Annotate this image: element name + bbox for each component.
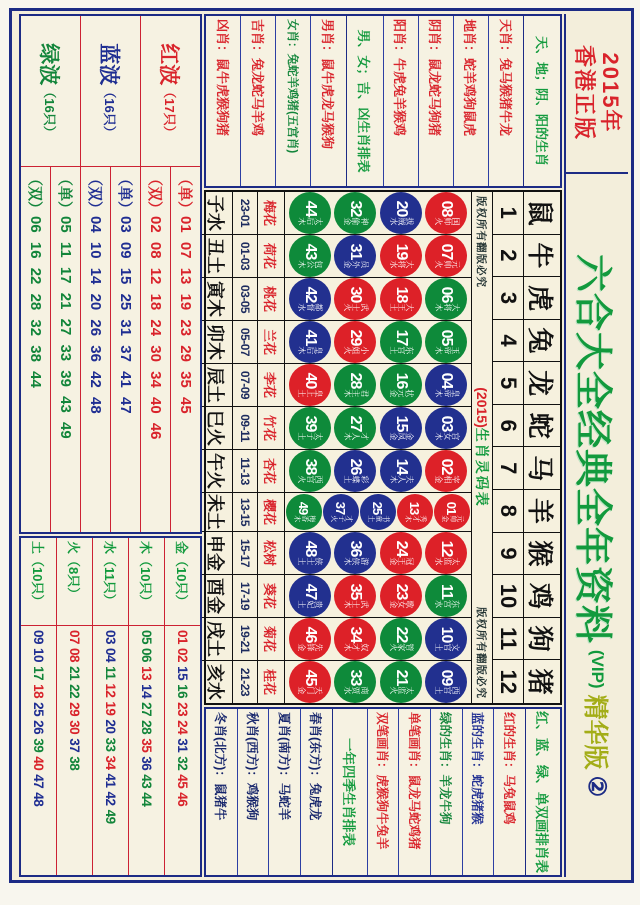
title-wrap [566,174,628,877]
element-row-water [92,538,128,875]
element-number: 09 [31,630,46,645]
hour-range-cell: 03-05 [233,278,258,320]
earthly-branch-cell: 戌土 [200,618,233,660]
attr-row-unlucky: 凶肖：鼠牛虎猴狗猪 [214,19,230,137]
number-ball: 35 武 士 木 [334,575,376,617]
element-label-earth: 土（10只） [21,538,56,626]
wave-red-even [141,167,170,532]
element-number: 25 [31,702,46,717]
zodiac-char: 蛇 [524,405,560,448]
zodiac-index-row [493,192,524,703]
element-number: 11 [103,666,118,680]
wave-blue-label [81,16,140,167]
zodiac-index: 6 [493,405,524,448]
flower-cell: 松树 [258,532,285,574]
ball-stack [285,661,471,703]
element-numbers-wood [139,626,154,875]
zodiac-column [200,661,471,703]
attr-header-sky-earth: 天、地；阴、阳的生肖 [523,16,560,186]
attr-row-female: 女肖：兔蛇羊鸡猪(五宫肖) [275,16,310,186]
five-elements-table [19,536,202,877]
attr-row-lucky: 吉肖：兔龙蛇马羊鸡 [240,16,275,186]
number-ball: 08 国 师 火 [425,192,467,234]
flower-cell: 荷花 [258,235,285,277]
element-number: 23 [175,702,190,717]
number-ball: 18 大 王 土 [380,278,422,320]
number-ball: 46 先 锋 金 [289,618,331,660]
copyright-left: 版权所有翻版必究 [475,196,488,288]
ball-stack [285,278,471,320]
element-numbers-water [103,626,118,875]
ball-stack [285,364,471,406]
hour-range-cell: 17-19 [233,575,258,617]
attr-row-male: 男肖：鼠牛虎龙马猴狗 [311,16,346,186]
number-ball: 13 秀 才 木 [397,494,433,530]
zodiac-index: 2 [493,235,524,278]
element-number: 24 [175,720,190,735]
side-row-green-zodiacs: 绿的生肖：羊龙牛狗 [430,709,462,875]
element-number: 14 [139,684,154,699]
element-number: 38 [67,756,82,771]
hour-range-cell: 15-17 [233,532,258,574]
zodiac-char: 狗 [524,618,560,661]
flower-cell: 樱花 [258,493,285,531]
number-ball: 16 状 元 金 [380,364,422,406]
wave-green-label [21,16,80,167]
upper-section [204,14,562,877]
zodiac-char: 兔 [524,320,560,363]
number-ball: 33 商 贾 水 [334,661,376,703]
zodiac-number-table [204,190,562,705]
ball-stack [285,532,471,574]
number-ball: 26 彩 蝶 土 [334,450,376,492]
element-number: 03 [103,630,118,645]
zodiac-char: 虎 [524,277,560,320]
number-ball: 09 西 宫 土 [425,661,467,703]
zodiac-index: 11 [493,618,524,661]
odd-numbers: 01 07 13 19 23 29 35 45 [177,216,194,414]
zodiac-column [200,235,471,278]
lottery-reference-card [9,8,634,883]
element-number: 43 [139,774,154,789]
zodiac-index: 12 [493,660,524,703]
number-ball: 31 员 外 金 [334,235,376,277]
number-ball: 30 武 士 火 [334,278,376,320]
odd-numbers: 03 09 15 25 31 37 41 47 [117,216,134,414]
zodiac-index: 10 [493,575,524,618]
element-number: 33 [103,737,118,752]
side-header-colors: 红、蓝、绿、单双画排肖表 [525,709,560,875]
title-badge-number: ② [583,775,611,798]
flower-cell: 杏花 [258,450,285,492]
hour-range-cell: 01-03 [233,235,258,277]
zodiac-column [200,407,471,450]
hour-range-cell: 05-07 [233,321,258,363]
number-ball: 20 拔 贼 水 [380,192,422,234]
hour-range-cell: 23-01 [233,192,258,234]
element-number: 41 [103,773,118,788]
zodiac-column [200,192,471,235]
element-label-metal: 金（10只） [165,538,200,626]
number-ball: 42 都 督 水 [289,278,331,320]
element-number: 36 [139,756,154,771]
page-title: 六合大全经典全年资料 [571,253,614,644]
element-number: 45 [175,774,190,789]
number-ball: 27 才 人 木 [334,407,376,449]
element-number: 01 [175,630,190,645]
table-title-year: (2015) [474,387,490,428]
wave-blue [80,16,140,532]
number-ball: 45 天 门 金 [289,661,331,703]
edition-badge [566,14,628,174]
even-label: （双） [26,171,43,217]
element-number: 19 [103,701,118,716]
flower-cell: 葵花 [258,575,285,617]
element-number: 07 [67,630,82,645]
element-number: 12 [103,683,118,698]
element-number: 21 [67,666,82,681]
number-ball: 07 元 帅 火 [425,235,467,277]
zodiac-char: 龙 [524,362,560,405]
flower-cell: 兰花 [258,321,285,363]
number-ball: 34 奴 才 木 [334,618,376,660]
zodiac-column [200,364,471,407]
number-ball: 24 冠 王 金 [380,532,422,574]
wave-blue-rows [81,167,140,532]
element-number: 30 [67,720,82,735]
even-label: （双） [86,171,103,217]
number-ball: 03 宫 女 木 [425,407,467,449]
element-number: 05 [139,630,154,645]
wave-red-count: （17只） [162,85,177,139]
element-number: 44 [139,792,154,807]
wave-table [19,14,202,534]
wave-red-name: 红波 [157,43,181,86]
hour-range-cell: 21-23 [233,661,258,703]
hour-range-cell: 19-21 [233,618,258,660]
wave-blue-count: （16只） [102,85,117,139]
element-number: 48 [31,792,46,807]
earthly-branch-cell: 寅木 [200,278,233,320]
ball-stack [285,192,471,234]
wave-green-name: 绿波 [37,43,61,86]
hour-range-cell: 11-13 [233,450,258,492]
zodiac-column [200,321,471,364]
even-label: （双） [146,171,163,217]
number-ball: 38 西 宫 火 [289,450,331,492]
flower-cell: 菊花 [258,618,285,660]
ball-stack [285,450,471,492]
number-ball: 11 东 宫 水 [425,575,467,617]
wave-green [21,16,80,532]
side-header-seasons: 一年四季生肖排表 [332,709,367,875]
wave-green-count: （16只） [42,85,57,139]
element-number: 27 [139,702,154,717]
side-row-summer: 夏肖(南方)：马蛇羊 [268,709,300,875]
zodiac-char: 猴 [524,533,560,576]
odd-label: （单） [56,171,73,217]
number-ball: 47 贵 妃 土 [289,575,331,617]
element-number: 16 [175,684,190,699]
element-number: 40 [31,756,46,771]
copyright-row [471,192,493,703]
zodiac-column [200,450,471,493]
number-ball: 44 太 后 木 [289,192,331,234]
odd-label: （单） [116,171,133,217]
number-ball: 05 玉 帝 木 [425,321,467,363]
zodiac-index: 7 [493,447,524,490]
wave-red-rows [141,167,200,532]
hour-range-cell: 09-11 [233,407,258,449]
earthly-branch-cell: 卯木 [200,321,233,363]
attribute-table [204,14,562,188]
ball-stack [285,321,471,363]
zodiac-column [200,575,471,618]
element-number: 15 [175,666,190,681]
even-numbers: 02 08 12 18 24 30 34 40 46 [147,216,164,440]
element-number: 46 [175,792,190,807]
element-row-fire [56,538,92,875]
banner [564,14,628,877]
element-number: 37 [67,738,82,753]
element-number: 29 [67,702,82,717]
edition-year: 2015年 [598,52,624,134]
element-number: 34 [103,755,118,770]
title-vip: (VIP) [588,649,607,689]
zodiac-name-row [524,192,560,703]
element-number: 42 [103,791,118,806]
edition-origin: 香港正版 [572,44,597,141]
element-numbers-earth [31,626,46,875]
zodiac-index: 8 [493,490,524,533]
element-label-water: 水（11只） [93,538,128,626]
zodiac-char: 马 [524,447,560,490]
number-ball: 21 太 监 火 [380,661,422,703]
zodiac-index: 9 [493,533,524,576]
element-number: 04 [103,648,118,663]
element-row-earth [21,538,56,875]
earthly-branch-cell: 亥水 [200,661,233,703]
hour-range-cell: 07-09 [233,364,258,406]
number-ball: 12 太 监 水 [425,532,467,574]
zodiac-char: 羊 [524,490,560,533]
wave-red [140,16,200,532]
element-number: 35 [139,738,154,753]
number-ball: 02 宰 相 金 [425,450,467,492]
ball-stack [285,407,471,449]
element-number: 22 [67,684,82,699]
attr-row-sky: 天肖：兔马猴猪牛龙 [488,16,523,186]
zodiac-char: 鼠 [524,192,560,235]
number-ball: 32 神 偷 金 [334,192,376,234]
number-ball: 22 管 家 火 [380,618,422,660]
ball-stack [285,575,471,617]
ball-grid [200,192,471,703]
element-label-fire: 火（8只） [57,538,92,626]
element-number: 31 [175,738,190,753]
element-row-metal [164,538,200,875]
table-title [472,387,492,507]
element-number: 39 [31,738,46,753]
ball-stack [285,493,471,531]
zodiac-column [200,278,471,321]
element-label-wood: 木（10只） [129,538,164,626]
number-ball: 19 大 将 水 [380,235,422,277]
element-number: 32 [175,756,190,771]
number-ball: 14 夫 人 木 [380,450,422,492]
wave-green-odd [50,167,80,532]
number-ball: 15 金 凤 金 [380,407,422,449]
attr-row-yang: 阳肖：牛虎兔羊猴鸡 [383,16,418,186]
element-number: 17 [31,666,46,681]
odd-label: （单） [176,171,193,217]
wave-red-label [141,16,200,167]
element-number: 28 [139,720,154,735]
ball-stack [285,235,471,277]
number-ball: 41 皇 后 木 [289,321,331,363]
wave-green-even [21,167,50,532]
number-ball: 01 元 帅 金 [434,494,470,530]
wave-blue-name: 蓝波 [97,43,121,86]
even-numbers: 04 10 14 20 26 36 42 48 [87,216,104,414]
side-row-red-zodiacs: 红的生肖：马兔鼠鸡 [494,709,526,875]
zodiac-index: 4 [493,320,524,363]
attr-header-male-female: 男、女；吉、凶生肖排表 [346,16,383,186]
number-ball: 28 君 主 木 [334,364,376,406]
side-row-winter: 冬肖(北方)：鼠猪牛 [213,712,228,821]
side-row-single-stroke: 单笔画肖：鼠龙马蛇鸡猪 [398,709,430,875]
wave-blue-even [81,167,110,532]
flower-cell: 李花 [258,364,285,406]
number-ball: 23 歌 女 金 [380,575,422,617]
element-row-wood [128,538,164,875]
number-ball: 37 才 子 火 [323,494,359,530]
earthly-branch-cell: 丑土 [200,235,233,277]
zodiac-char: 牛 [524,235,560,278]
odd-numbers: 05 11 17 21 27 33 39 43 49 [57,216,74,439]
hour-range-cell: 13-15 [233,493,258,531]
flower-cell: 梅花 [258,192,285,234]
wave-blue-odd [110,167,140,532]
element-numbers-metal [175,626,190,875]
element-numbers-fire [67,626,82,875]
number-ball: 10 文 官 土 [425,618,467,660]
ball-stack [285,618,471,660]
element-number: 47 [31,774,46,789]
number-ball: 25 书 童 土 [360,494,396,530]
earthly-branch-cell: 未土 [200,493,233,531]
attr-row-yin: 阴肖：鼠龙蛇马狗猪 [418,16,453,186]
flower-cell: 桂花 [258,661,285,703]
zodiac-char: 鸡 [524,575,560,618]
side-row-spring: 春肖(东方)：兔虎龙 [300,709,332,875]
element-number: 13 [139,666,154,681]
number-ball: 40 皇 上 土 [289,364,331,406]
flower-cell: 竹花 [258,407,285,449]
element-number: 10 [31,648,46,663]
number-ball: 06 大 将 木 [425,278,467,320]
earthly-branch-cell: 申金 [200,532,233,574]
flower-cell: 桃花 [258,278,285,320]
even-numbers: 06 16 22 28 32 38 44 [27,216,44,388]
element-number: 08 [67,648,82,663]
number-ball: 39 太 子 土 [289,407,331,449]
wave-red-odd [170,167,200,532]
number-ball: 49 梅 香 木 [286,494,322,530]
element-number: 20 [103,719,118,734]
zodiac-index: 1 [493,192,524,235]
copyright-right: 版权所有翻版必究 [475,607,488,699]
side-table [204,707,562,877]
zodiac-index: 5 [493,362,524,405]
earthly-branch-cell: 子水 [200,192,233,234]
element-number: 02 [175,648,190,663]
earthly-branch-cell: 酉金 [200,575,233,617]
earthly-branch-cell: 辰土 [200,364,233,406]
element-number: 49 [103,809,118,824]
element-number: 18 [31,684,46,699]
number-ball: 17 东 宫 土 [380,321,422,363]
element-number: 26 [31,720,46,735]
wave-green-rows [21,167,80,532]
lower-section [19,14,202,877]
number-ball: 43 包 公 木 [289,235,331,277]
side-row-double-stroke: 双笔画肖：虎猴狗牛兔羊 [367,709,399,875]
zodiac-column [200,493,471,532]
element-number: 06 [139,648,154,663]
attr-row-earth: 地肖：蛇羊鸡狗鼠虎 [453,16,488,186]
table-title-text: 生肖灵码表 [474,427,490,508]
earthly-branch-cell: 巳火 [200,407,233,449]
number-ball: 36 游 侠 木 [334,532,376,574]
number-ball: 04 皇 帝 木 [425,364,467,406]
number-ball: 48 侠 士 土 [289,532,331,574]
zodiac-column [200,532,471,575]
side-row-blue-zodiacs: 蓝的生肖：蛇虎猪猴 [462,709,494,875]
side-row-autumn: 秋肖(西方)：鸡猴狗 [237,709,269,875]
zodiac-char: 猪 [525,668,555,695]
number-ball: 29 小 姐 火 [334,321,376,363]
earthly-branch-cell: 午火 [200,450,233,492]
title-edition: 精华版 [581,694,608,770]
zodiac-column [200,618,471,661]
zodiac-index: 3 [493,277,524,320]
